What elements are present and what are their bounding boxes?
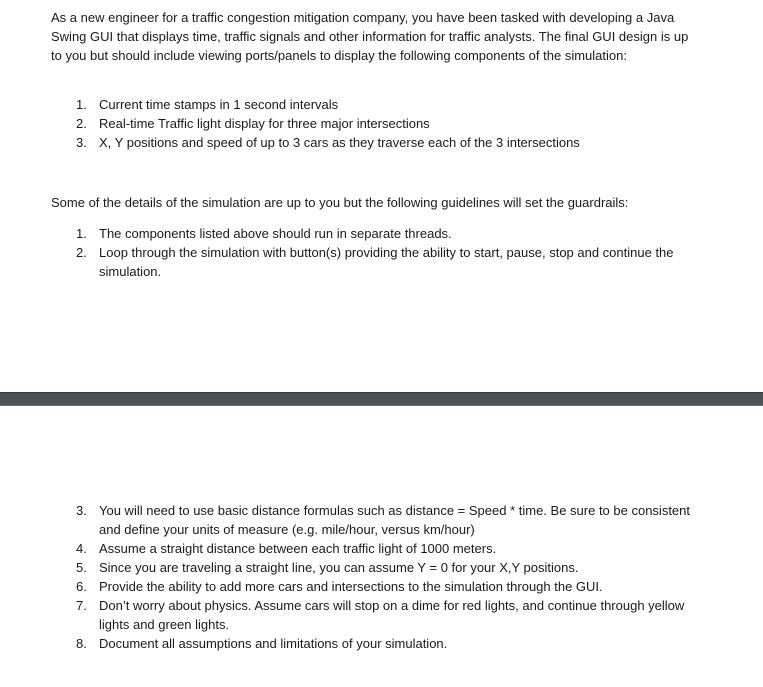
- list-item-number: 8.: [76, 636, 87, 651]
- list-item-number: 3.: [76, 135, 87, 150]
- guidelines-list-part-1: [0, 224, 700, 281]
- list-item: [0, 133, 700, 152]
- list-item-number: 7.: [76, 598, 87, 613]
- list-item: [0, 224, 700, 243]
- list-item: [0, 243, 700, 281]
- list-item: [0, 95, 700, 114]
- intro-paragraph: As a new engineer for a traffic congestion mitigation company, you have been tasked with developing a Java Swing GUI that displays time, traffic signals and other information for traffic analysts. The final GUI design is up to you but should include viewing ports/panels to display the following components of the simulation:: [51, 10, 689, 63]
- list-item-text: Loop through the simulation with button(s) providing the ability to start, pause, stop and continue the simulation.: [99, 245, 674, 279]
- list-item-text: Don’t worry about physics. Assume cars will stop on a dime for red lights, and continue through yellow lights and green lights.: [99, 598, 685, 632]
- list-item-number: 6.: [76, 579, 87, 594]
- list-item: [0, 596, 700, 634]
- list-item-number: 2.: [76, 116, 87, 131]
- list-item: [0, 539, 700, 558]
- list-item-text: The components listed above should run in separate threads.: [99, 226, 452, 241]
- list-item-text: Current time stamps in 1 second intervals: [99, 97, 339, 112]
- list-item: [0, 114, 700, 133]
- list-item-text: You will need to use basic distance formulas such as distance = Speed * time. Be sure to be consistent and define your units of measure (e.g. mile/hour, versus km/hour): [99, 503, 690, 537]
- list-item-text: X, Y positions and speed of up to 3 cars as they traverse each of the 3 intersections: [99, 135, 580, 150]
- list-item: [0, 558, 700, 577]
- list-item-text: Provide the ability to add more cars and intersections to the simulation through the GUI.: [99, 579, 603, 594]
- components-list: [0, 95, 700, 152]
- guidelines-list-part-2: [0, 501, 700, 653]
- list-item: [0, 634, 700, 653]
- list-item-text: Document all assumptions and limitations of your simulation.: [99, 636, 448, 651]
- guidelines-intro-paragraph: Some of the details of the simulation are up to you but the following guidelines will set the guardrails:: [51, 195, 629, 210]
- list-item-number: 2.: [76, 245, 87, 260]
- list-item-text: Assume a straight distance between each traffic light of 1000 meters.: [99, 541, 497, 556]
- list-item-number: 3.: [76, 503, 87, 518]
- list-item: [0, 577, 700, 596]
- list-item-text: Real-time Traffic light display for three major intersections: [99, 116, 430, 131]
- list-item-number: 1.: [76, 97, 87, 112]
- list-item-number: 5.: [76, 560, 87, 575]
- list-item-number: 4.: [76, 541, 87, 556]
- page-separator: [0, 392, 763, 406]
- list-item-text: Since you are traveling a straight line, you can assume Y = 0 for your X,Y positions.: [99, 560, 579, 575]
- list-item: [0, 501, 700, 539]
- list-item-number: 1.: [76, 226, 87, 241]
